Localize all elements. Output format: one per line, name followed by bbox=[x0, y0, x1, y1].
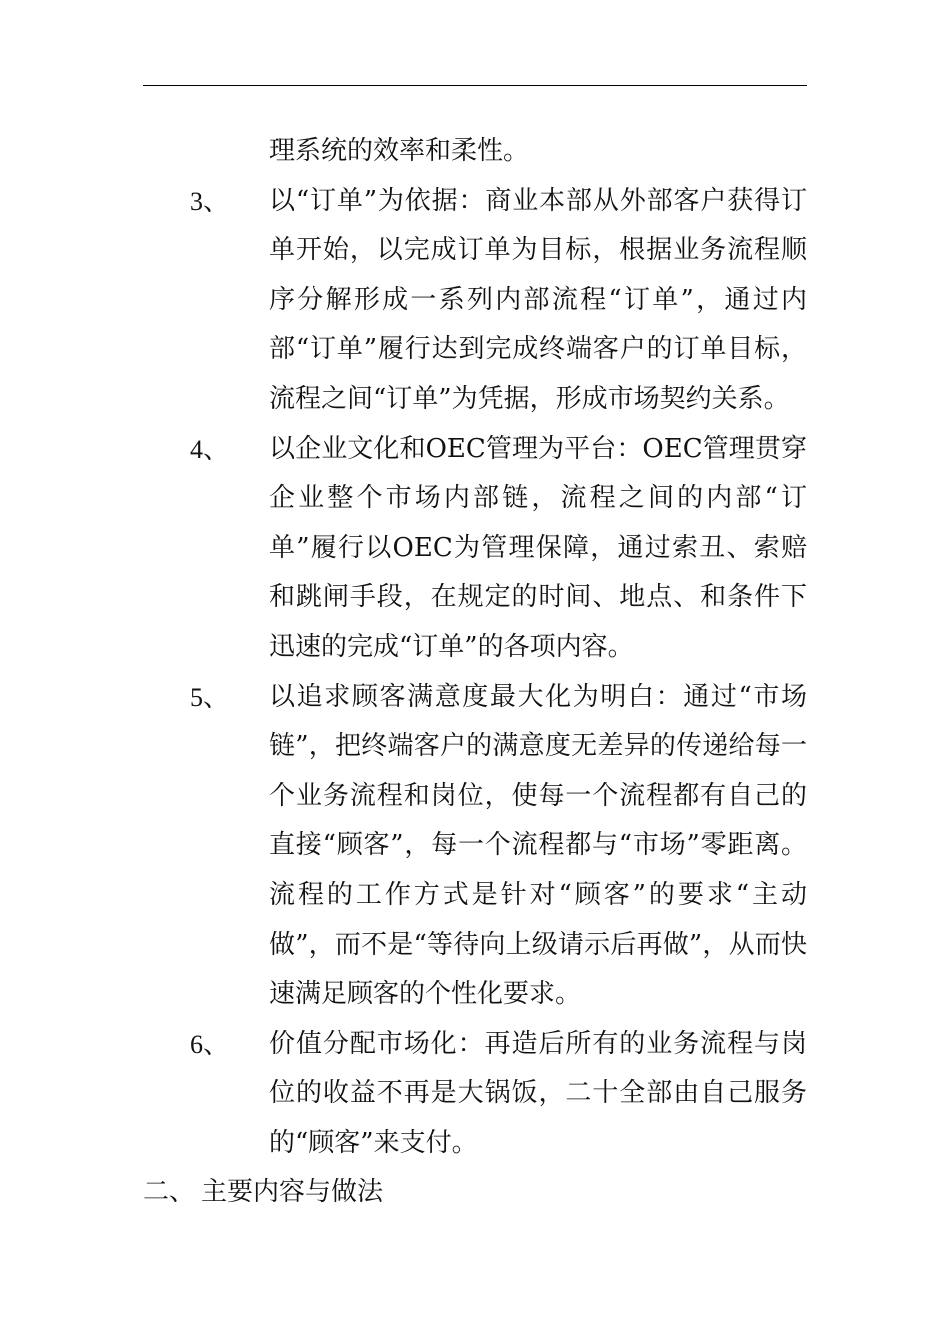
header-rule bbox=[143, 85, 807, 86]
list-item-number: 3、 bbox=[190, 186, 230, 216]
list-item bbox=[143, 673, 807, 1020]
list-item bbox=[143, 1020, 807, 1169]
list-item-number: 5、 bbox=[190, 682, 230, 712]
list-item bbox=[143, 177, 807, 425]
list-item bbox=[143, 425, 807, 673]
section-heading bbox=[143, 1168, 807, 1218]
list-item-text: 以企业文化和OEC管理为平台：OEC管理贯穿企业整个市场内部链，流程之间的内部“订单”履行以OEC为管理保障，通过索丑、索赔和跳闸手段，在规定的时间、地点、和条件下迅速的完成“订单”的各项内容。 bbox=[269, 433, 807, 662]
list-item-text: 以追求顾客满意度最大化为明白：通过“市场链”，把终端客户的满意度无差异的传递给每一个业务流程和岗位，使每一个流程都有自己的直接“顾客”，每一个流程都与“市场”零距离。流程的工作方式是针对“顾客”的要求“主动做”，而不是“等待向上级请示后再做”，从而快速满足顾客的个性化要求。 bbox=[269, 681, 807, 1010]
list-item-text: 以“订单”为依据：商业本部从外部客户获得订单开始，以完成订单为目标，根据业务流程顺序分解形成一系列内部流程“订单”，通过内部“订单”履行达到完成终端客户的订单目标，流程之间“订单”为凭据，形成市场契约关系。 bbox=[269, 185, 807, 414]
list-item-number: 4、 bbox=[190, 434, 230, 464]
continued-paragraph: 理系统的效率和柔性。 bbox=[269, 136, 530, 166]
list-item-text: 价值分配市场化：再造后所有的业务流程与岗位的收益不再是大锅饭，二十全部由自己服务的“顾客”来支付。 bbox=[269, 1028, 807, 1158]
list-item-number: 6、 bbox=[190, 1029, 230, 1059]
section-title: 主要内容与做法 bbox=[201, 1177, 384, 1208]
body-content bbox=[143, 127, 807, 1218]
section-number: 二、 bbox=[143, 1177, 196, 1208]
